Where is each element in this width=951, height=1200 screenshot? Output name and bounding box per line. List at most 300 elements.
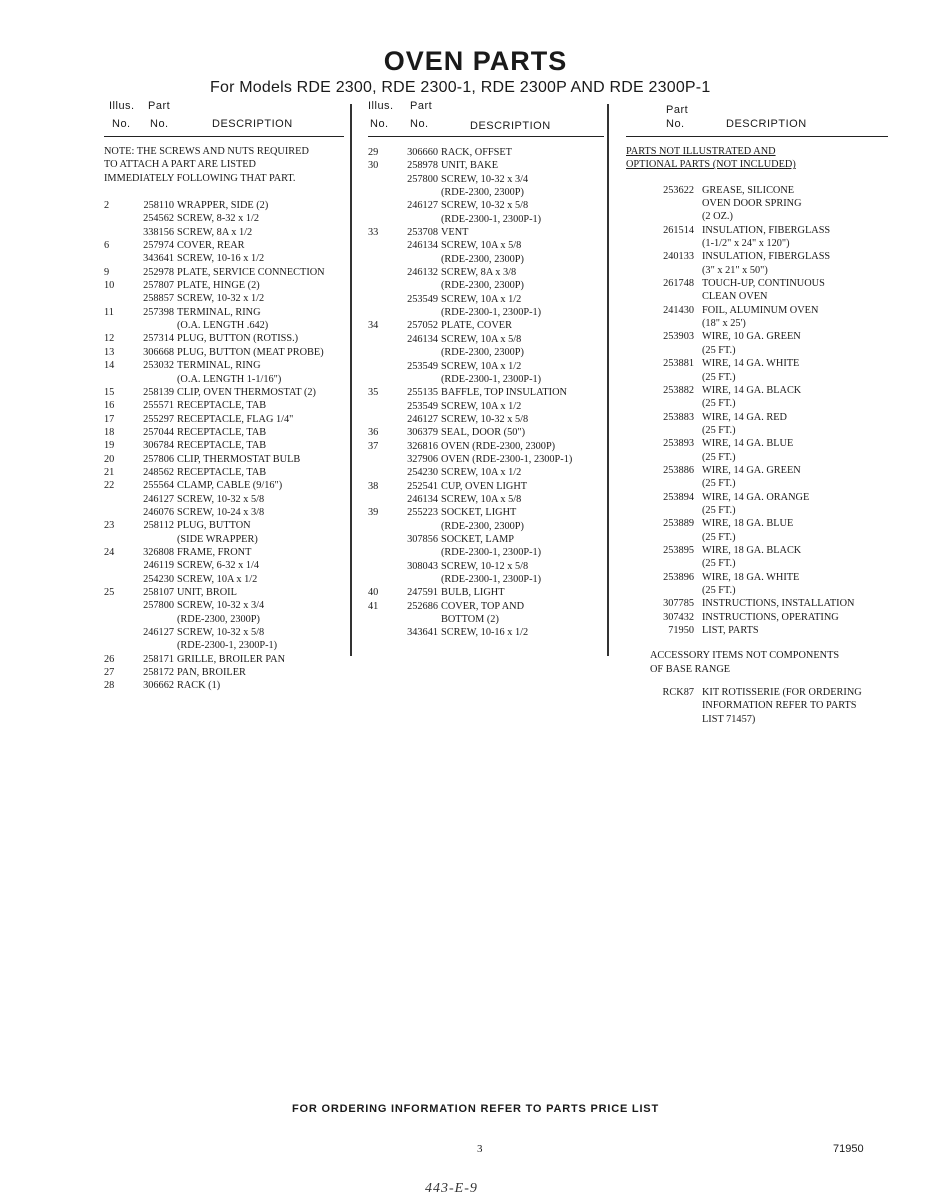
parts-list-3 bbox=[626, 184, 888, 638]
parts-column-2 bbox=[368, 98, 604, 640]
header-no: No. bbox=[666, 118, 685, 130]
part-number: 246134 bbox=[407, 240, 438, 252]
header-illus: Illus. bbox=[368, 100, 394, 112]
part-description: PLUG, BUTTON (ROTISS.) bbox=[177, 333, 299, 345]
parts-row bbox=[104, 613, 344, 626]
part-number: 253032 bbox=[143, 360, 174, 372]
part-number: 253894 bbox=[663, 491, 694, 503]
header-part: Part bbox=[410, 100, 433, 112]
part-description: INSULATION, FIBERGLASS bbox=[702, 251, 831, 263]
part-description: GRILLE, BROILER PAN bbox=[177, 653, 286, 665]
parts-row bbox=[626, 437, 888, 450]
parts-row bbox=[104, 359, 344, 372]
part-number: 252541 bbox=[407, 480, 438, 492]
parts-row bbox=[626, 597, 888, 610]
part-number: 253708 bbox=[407, 227, 438, 239]
header-no-1: No. bbox=[370, 118, 389, 130]
accessory-list bbox=[626, 686, 888, 726]
part-description: BULB, LIGHT bbox=[441, 587, 505, 599]
parts-column-1 bbox=[104, 98, 344, 693]
illus-number: 38 bbox=[368, 480, 379, 492]
part-description: (RDE-2300-1, 2300P-1) bbox=[441, 574, 542, 585]
part-number: 257806 bbox=[143, 453, 174, 465]
part-number: 253883 bbox=[663, 411, 694, 423]
part-description: LIST 71457) bbox=[702, 713, 756, 725]
parts-row bbox=[368, 426, 604, 439]
part-description: PLATE, SERVICE CONNECTION bbox=[177, 266, 325, 278]
parts-row bbox=[368, 239, 604, 252]
parts-row bbox=[104, 239, 344, 252]
part-description: (RDE-2300-1, 2300P-1) bbox=[441, 213, 542, 225]
part-number: 343641 bbox=[407, 627, 438, 639]
part-description: INSULATION, FIBERGLASS bbox=[702, 224, 831, 236]
part-description: TERMINAL, RING bbox=[177, 360, 261, 372]
illus-number: 25 bbox=[104, 587, 115, 598]
header-part: Part bbox=[148, 100, 171, 112]
part-description: (25 FT.) bbox=[702, 558, 736, 570]
parts-row bbox=[104, 346, 344, 359]
parts-row bbox=[368, 293, 604, 306]
part-number: 253895 bbox=[663, 544, 694, 556]
part-number: 255223 bbox=[407, 507, 438, 519]
parts-row bbox=[368, 560, 604, 573]
part-description: SCREW, 10A x 1/2 bbox=[441, 467, 522, 479]
part-number: 307785 bbox=[663, 598, 694, 610]
parts-row bbox=[368, 213, 604, 226]
part-number: 257807 bbox=[143, 280, 174, 292]
part-description: INSTRUCTIONS, INSTALLATION bbox=[702, 598, 855, 610]
parts-row bbox=[104, 226, 344, 239]
parts-row bbox=[626, 713, 888, 726]
illus-number: 16 bbox=[104, 400, 115, 412]
illus-number: 23 bbox=[104, 520, 115, 532]
parts-row bbox=[104, 413, 344, 426]
part-number: 261514 bbox=[663, 224, 694, 236]
part-number: 255297 bbox=[143, 413, 174, 425]
parts-row bbox=[368, 626, 604, 639]
header-description: DESCRIPTION bbox=[470, 120, 551, 132]
parts-row bbox=[104, 546, 344, 559]
column-header bbox=[368, 98, 604, 137]
part-number: 307856 bbox=[407, 533, 438, 545]
part-description: (RDE-2300-1, 2300P-1) bbox=[177, 640, 278, 652]
ordering-info: FOR ORDERING INFORMATION REFER TO PARTS PRICE LIST bbox=[292, 1103, 659, 1115]
parts-row bbox=[368, 573, 604, 586]
part-number: 241430 bbox=[663, 304, 694, 316]
part-description: FOIL, ALUMINUM OVEN bbox=[702, 304, 819, 316]
part-description: (RDE-2300, 2300P) bbox=[177, 613, 260, 625]
part-number: 338156 bbox=[143, 226, 174, 238]
parts-row bbox=[368, 159, 604, 172]
part-number: 253889 bbox=[663, 518, 694, 530]
part-description: SCREW, 10-16 x 1/2 bbox=[441, 627, 529, 639]
parts-row bbox=[104, 559, 344, 572]
parts-column-3 bbox=[626, 98, 888, 726]
part-description: RECEPTACLE, TAB bbox=[177, 466, 267, 478]
part-description: WIRE, 10 GA. GREEN bbox=[702, 331, 801, 343]
part-description: SCREW, 10-32 x 1/2 bbox=[177, 293, 265, 305]
parts-row bbox=[626, 184, 888, 197]
illus-number: 24 bbox=[104, 546, 115, 558]
parts-row bbox=[626, 197, 888, 210]
part-description: (18" x 25') bbox=[702, 318, 746, 330]
part-description: LIST, PARTS bbox=[702, 625, 759, 637]
illus-number: 30 bbox=[368, 160, 379, 172]
part-description: (25 FT.) bbox=[702, 531, 736, 543]
part-description: (RDE-2300, 2300P) bbox=[441, 253, 524, 265]
part-number: 257398 bbox=[143, 306, 174, 318]
parts-row bbox=[104, 666, 344, 679]
parts-row bbox=[626, 290, 888, 303]
part-description: WIRE, 14 GA. RED bbox=[702, 411, 787, 423]
parts-row bbox=[626, 210, 888, 223]
header-no-1: No. bbox=[112, 118, 131, 130]
part-number: 327906 bbox=[407, 453, 438, 465]
parts-row bbox=[104, 386, 344, 399]
part-description: RECEPTACLE, TAB bbox=[177, 400, 267, 412]
parts-row bbox=[626, 250, 888, 263]
column-header bbox=[104, 98, 344, 137]
part-number: 306668 bbox=[143, 346, 174, 358]
part-description: SOCKET, LAMP bbox=[441, 533, 515, 545]
parts-row bbox=[104, 439, 344, 452]
page-subtitle: For Models RDE 2300, RDE 2300-1, RDE 2300P AND RDE 2300P-1 bbox=[210, 79, 711, 96]
part-description: SCREW, 10A x 5/8 bbox=[441, 240, 522, 252]
part-number: 258110 bbox=[143, 200, 174, 212]
part-number: 257314 bbox=[143, 333, 174, 345]
parts-row bbox=[104, 653, 344, 666]
parts-row bbox=[368, 520, 604, 533]
part-description: SCREW, 10-24 x 3/8 bbox=[177, 506, 265, 518]
parts-row bbox=[104, 279, 344, 292]
parts-row bbox=[626, 371, 888, 384]
parts-row bbox=[104, 493, 344, 506]
part-description: SCREW, 8-32 x 1/2 bbox=[177, 213, 260, 225]
parts-row bbox=[368, 199, 604, 212]
illus-number: 35 bbox=[368, 387, 379, 399]
part-description: (2 OZ.) bbox=[702, 211, 733, 223]
header-no-2: No. bbox=[410, 118, 429, 130]
part-number: 246127 bbox=[143, 493, 174, 505]
part-description: PAN, BROILER bbox=[177, 667, 246, 679]
part-number: 261748 bbox=[663, 278, 694, 290]
parts-row bbox=[626, 237, 888, 250]
parts-row bbox=[368, 346, 604, 359]
parts-row bbox=[368, 546, 604, 559]
part-number: 308043 bbox=[407, 560, 438, 572]
illus-number: 22 bbox=[104, 480, 115, 492]
part-description: SCREW, 10-32 x 3/4 bbox=[177, 600, 265, 612]
part-number: 246134 bbox=[407, 333, 438, 345]
parts-row bbox=[104, 479, 344, 492]
part-description: VENT bbox=[441, 227, 469, 239]
part-number: 343641 bbox=[143, 253, 174, 265]
part-number: 246132 bbox=[407, 267, 438, 279]
parts-row bbox=[368, 413, 604, 426]
part-description: CLIP, THERMOSTAT BULB bbox=[177, 453, 301, 465]
part-number: 257800 bbox=[407, 173, 438, 185]
part-number: 252686 bbox=[407, 600, 438, 612]
parts-row bbox=[368, 226, 604, 239]
parts-row bbox=[626, 477, 888, 490]
part-number: 253882 bbox=[663, 384, 694, 396]
part-description: WIRE, 14 GA. BLACK bbox=[702, 384, 802, 396]
parts-row bbox=[368, 253, 604, 266]
part-description: SCREW, 10A x 1/2 bbox=[441, 360, 522, 372]
part-description: (RDE-2300-1, 2300P-1) bbox=[441, 373, 542, 385]
parts-row bbox=[626, 624, 888, 637]
document-number: 71950 bbox=[833, 1143, 864, 1155]
part-number: 258139 bbox=[143, 386, 174, 398]
part-description: RACK (1) bbox=[177, 680, 221, 692]
parts-row bbox=[368, 146, 604, 159]
part-number: 326808 bbox=[143, 546, 174, 558]
parts-row bbox=[626, 397, 888, 410]
part-number: 253886 bbox=[663, 464, 694, 476]
parts-row bbox=[368, 319, 604, 332]
illus-number: 33 bbox=[368, 227, 379, 239]
part-number: 258857 bbox=[143, 293, 174, 305]
part-number: 253903 bbox=[663, 331, 694, 343]
part-number: 253549 bbox=[407, 293, 438, 305]
part-number: 258107 bbox=[143, 587, 174, 598]
part-number: 253549 bbox=[407, 400, 438, 412]
parts-row bbox=[104, 453, 344, 466]
part-description: WIRE, 14 GA. GREEN bbox=[702, 464, 801, 476]
part-number: 240133 bbox=[663, 251, 694, 263]
parts-row bbox=[368, 533, 604, 546]
part-description: SCREW, 10-32 x 3/4 bbox=[441, 173, 529, 185]
part-description: SEAL, DOOR (50") bbox=[441, 427, 525, 439]
part-number: 255564 bbox=[143, 480, 174, 492]
part-description: (RDE-2300, 2300P) bbox=[441, 520, 524, 532]
illus-number: 15 bbox=[104, 386, 115, 398]
parts-row bbox=[104, 573, 344, 586]
part-description: WIRE, 14 GA. BLUE bbox=[702, 438, 794, 450]
part-description: SCREW, 8A x 3/8 bbox=[441, 267, 517, 279]
part-description: SCREW, 10A x 1/2 bbox=[441, 293, 522, 305]
illus-number: 40 bbox=[368, 587, 379, 599]
illus-number: 14 bbox=[104, 360, 115, 372]
part-number: 253549 bbox=[407, 360, 438, 372]
parts-row bbox=[368, 279, 604, 292]
parts-row bbox=[626, 686, 888, 699]
column-divider-1 bbox=[350, 104, 352, 656]
part-number: 258172 bbox=[143, 667, 174, 679]
part-description: BOTTOM (2) bbox=[441, 614, 499, 626]
part-description: CLAMP, CABLE (9/16") bbox=[177, 480, 283, 492]
parts-row bbox=[626, 557, 888, 570]
part-number: 258112 bbox=[143, 520, 174, 532]
parts-row bbox=[368, 440, 604, 453]
part-number: 306662 bbox=[143, 680, 174, 692]
part-description: WRAPPER, SIDE (2) bbox=[177, 200, 269, 212]
part-description: (1-1/2" x 24" x 120") bbox=[702, 238, 790, 250]
parts-list-1 bbox=[104, 199, 344, 693]
part-description: CUP, OVEN LIGHT bbox=[441, 480, 528, 492]
part-description: CLEAN OVEN bbox=[702, 291, 768, 303]
part-description: (RDE-2300-1, 2300P-1) bbox=[441, 547, 542, 559]
illus-number: 10 bbox=[104, 280, 115, 292]
illus-number: 12 bbox=[104, 333, 115, 345]
not-illustrated-heading: PARTS NOT ILLUSTRATED AND OPTIONAL PARTS (NOT INCLUDED) bbox=[626, 146, 796, 171]
header-part: Part bbox=[666, 104, 689, 116]
part-description: COVER, REAR bbox=[177, 240, 245, 252]
illus-number: 9 bbox=[104, 266, 110, 278]
parts-row bbox=[626, 611, 888, 624]
part-number: 306379 bbox=[407, 427, 438, 439]
part-description: SCREW, 10-32 x 5/8 bbox=[441, 200, 529, 212]
parts-row bbox=[368, 373, 604, 386]
part-number: 246119 bbox=[143, 560, 174, 572]
part-description: RECEPTACLE, TAB bbox=[177, 440, 267, 452]
part-description: WIRE, 14 GA. WHITE bbox=[702, 358, 800, 370]
part-description: (RDE-2300, 2300P) bbox=[441, 347, 524, 359]
part-description: SCREW, 10-32 x 5/8 bbox=[441, 413, 529, 425]
part-number: 254230 bbox=[407, 467, 438, 479]
parts-row bbox=[626, 277, 888, 290]
part-description: SCREW, 10A x 1/2 bbox=[441, 400, 522, 412]
part-number: 71950 bbox=[668, 625, 694, 637]
parts-row bbox=[104, 252, 344, 265]
part-description: PLUG, BUTTON (MEAT PROBE) bbox=[177, 346, 324, 358]
part-number: 253893 bbox=[663, 438, 694, 450]
parts-row bbox=[626, 317, 888, 330]
part-number: 246127 bbox=[143, 627, 174, 639]
part-description: WIRE, 18 GA. BLACK bbox=[702, 544, 802, 556]
parts-row bbox=[626, 544, 888, 557]
parts-row bbox=[626, 584, 888, 597]
parts-row bbox=[626, 411, 888, 424]
parts-row bbox=[368, 506, 604, 519]
part-number: RCK87 bbox=[662, 687, 694, 699]
parts-row bbox=[104, 199, 344, 212]
part-number: 248562 bbox=[143, 466, 174, 478]
part-number: 255571 bbox=[143, 400, 174, 412]
part-description: (25 FT.) bbox=[702, 585, 736, 596]
parts-row bbox=[368, 386, 604, 399]
part-number: 306660 bbox=[407, 147, 438, 158]
parts-row bbox=[368, 613, 604, 626]
part-description: WIRE, 18 GA. BLUE bbox=[702, 518, 794, 530]
parts-row bbox=[368, 586, 604, 599]
part-description: (25 FT.) bbox=[702, 398, 736, 410]
part-number: 254230 bbox=[143, 573, 174, 585]
illus-number: 6 bbox=[104, 240, 110, 252]
parts-row bbox=[104, 639, 344, 652]
illus-number: 2 bbox=[104, 200, 110, 212]
parts-row bbox=[626, 464, 888, 477]
page-title: OVEN PARTS bbox=[383, 46, 568, 76]
part-number: 306784 bbox=[143, 440, 174, 452]
parts-row bbox=[368, 173, 604, 186]
column-divider-2 bbox=[607, 104, 609, 656]
handwritten-code: 443-E-9 bbox=[425, 1181, 478, 1196]
part-number: 255135 bbox=[407, 387, 438, 399]
parts-row bbox=[626, 304, 888, 317]
parts-row bbox=[368, 360, 604, 373]
header-description: DESCRIPTION bbox=[726, 118, 807, 130]
part-description: WIRE, 14 GA. ORANGE bbox=[702, 491, 810, 503]
part-description: (SIDE WRAPPER) bbox=[177, 533, 258, 545]
part-description: (O.A. LENGTH .642) bbox=[177, 320, 269, 332]
parts-row bbox=[104, 319, 344, 332]
illus-number: 36 bbox=[368, 427, 379, 439]
parts-row bbox=[626, 224, 888, 237]
part-description: PLUG, BUTTON bbox=[177, 520, 251, 532]
part-number: 257800 bbox=[143, 600, 174, 612]
illus-number: 27 bbox=[104, 667, 115, 679]
part-number: 326816 bbox=[407, 440, 438, 452]
parts-row bbox=[368, 600, 604, 613]
part-description: FRAME, FRONT bbox=[177, 546, 252, 558]
parts-row bbox=[368, 466, 604, 479]
part-description: GREASE, SILICONE bbox=[702, 184, 795, 196]
parts-row bbox=[104, 599, 344, 612]
parts-row bbox=[368, 453, 604, 466]
parts-row bbox=[626, 264, 888, 277]
illus-number: 39 bbox=[368, 507, 379, 519]
parts-row bbox=[626, 424, 888, 437]
parts-row bbox=[626, 384, 888, 397]
part-description: KIT ROTISSERIE (FOR ORDERING bbox=[702, 687, 862, 699]
part-description: (25 FT.) bbox=[702, 371, 736, 383]
part-description: BAFFLE, TOP INSULATION bbox=[441, 387, 567, 399]
part-description: (RDE-2300, 2300P) bbox=[441, 280, 524, 292]
parts-row bbox=[626, 357, 888, 370]
parts-row bbox=[626, 491, 888, 504]
part-description: OVEN (RDE-2300-1, 2300P-1) bbox=[441, 453, 573, 465]
illus-number: 19 bbox=[104, 440, 115, 452]
part-number: 253881 bbox=[663, 358, 694, 370]
part-description: (RDE-2300, 2300P) bbox=[441, 187, 524, 199]
part-description: SCREW, 10A x 5/8 bbox=[441, 333, 522, 345]
part-number: 246127 bbox=[407, 413, 438, 425]
parts-row bbox=[104, 373, 344, 386]
part-description: SCREW, 6-32 x 1/4 bbox=[177, 560, 260, 572]
parts-row bbox=[626, 344, 888, 357]
part-description: RECEPTACLE, FLAG 1/4" bbox=[177, 413, 294, 425]
part-description: OVEN (RDE-2300, 2300P) bbox=[441, 440, 556, 452]
parts-row bbox=[104, 332, 344, 345]
part-description: (3" x 21" x 50") bbox=[702, 264, 768, 276]
part-description: SCREW, 10-32 x 5/8 bbox=[177, 627, 265, 639]
part-description: INSTRUCTIONS, OPERATING bbox=[702, 611, 839, 623]
part-number: 253622 bbox=[663, 184, 694, 196]
part-number: 254562 bbox=[143, 213, 174, 225]
part-description: SCREW, 10-12 x 5/8 bbox=[441, 560, 529, 572]
part-description: (25 FT.) bbox=[702, 451, 736, 463]
parts-row bbox=[368, 480, 604, 493]
part-description: SOCKET, LIGHT bbox=[441, 507, 517, 519]
part-description: WIRE, 18 GA. WHITE bbox=[702, 571, 800, 583]
parts-row bbox=[104, 626, 344, 639]
parts-row bbox=[104, 292, 344, 305]
header-no-2: No. bbox=[150, 118, 169, 130]
part-description: UNIT, BAKE bbox=[441, 160, 499, 172]
illus-number: 41 bbox=[368, 600, 379, 612]
part-number: 253896 bbox=[663, 571, 694, 583]
illus-number: 21 bbox=[104, 466, 115, 478]
illus-number: 37 bbox=[368, 440, 379, 452]
parts-row bbox=[104, 306, 344, 319]
parts-row bbox=[626, 531, 888, 544]
parts-list-2 bbox=[368, 146, 604, 640]
illus-number: 18 bbox=[104, 426, 115, 438]
illus-number: 29 bbox=[368, 147, 379, 158]
illus-number: 26 bbox=[104, 653, 115, 665]
parts-row bbox=[104, 533, 344, 546]
